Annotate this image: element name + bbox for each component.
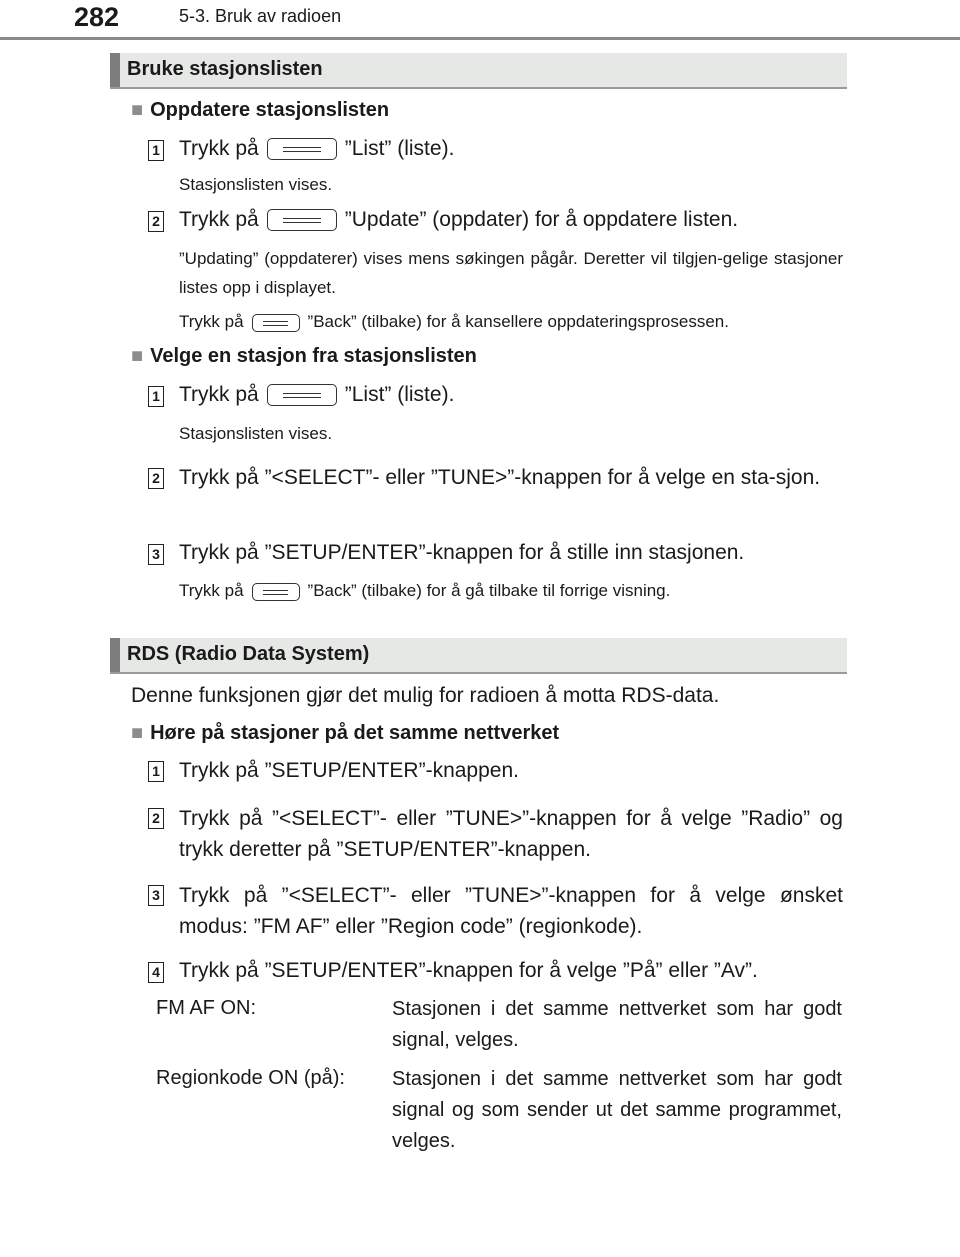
menu-button-icon — [267, 384, 337, 406]
subheading-text: Velge en stasjon fra stasjonslisten — [150, 345, 477, 367]
step-number: 3 — [148, 885, 164, 906]
intro-text: Denne funksjonen gjør det mulig for radioen å motta RDS-data. — [131, 684, 720, 707]
step-number: 4 — [148, 962, 164, 983]
step-text-pre: Trykk på — [179, 137, 259, 160]
step-text: Trykk på ”<SELECT”- eller ”TUNE>”-knappen for å velge ønsket modus: ”FM AF” eller ”Region code” (regionkode). — [179, 884, 843, 938]
menu-button-icon — [252, 583, 300, 601]
note-post: ”Back” (tilbake) for å kansellere oppdateringsprosessen. — [307, 312, 729, 331]
step-note: Stasjonslisten vises. — [179, 175, 333, 194]
step-number: 2 — [148, 211, 164, 232]
step-text-pre: Trykk på — [179, 208, 259, 231]
option-label: Regionkode ON (på): — [156, 1067, 345, 1089]
note-pre: Trykk på — [179, 312, 244, 331]
step-note: ”Updating” (oppdaterer) vises mens søkingen pågår. Deretter vil tilgjen-gelige stasjoner listes opp i displayet. — [179, 249, 843, 297]
subheading-hore — [131, 722, 559, 745]
option-label: FM AF ON: — [156, 997, 256, 1019]
step-number: 1 — [148, 386, 164, 407]
subheading-text: Høre på stasjoner på det samme nettverket — [150, 722, 560, 744]
step-number: 1 — [148, 140, 164, 161]
step-text-pre: Trykk på — [179, 383, 259, 406]
step-text — [179, 137, 454, 161]
menu-button-icon — [267, 209, 337, 231]
step-text-post: ”List” (liste). — [344, 383, 455, 406]
section-heading-rds — [110, 638, 847, 674]
step-text — [179, 383, 454, 407]
step-text — [179, 208, 738, 232]
subheading-text: Oppdatere stasjonslisten — [150, 99, 390, 121]
step-note: Stasjonslisten vises. — [179, 424, 333, 443]
step-number: 3 — [148, 544, 164, 565]
step-text: Trykk på ”SETUP/ENTER”-knappen for å stille inn stasjonen. — [179, 541, 745, 564]
step-text: Trykk på ”SETUP/ENTER”-knappen. — [179, 759, 519, 782]
step-text: Trykk på ”SETUP/ENTER”-knappen for å velge ”På” eller ”Av”. — [179, 959, 758, 982]
step-number: 1 — [148, 761, 164, 782]
page-number: 282 — [74, 2, 120, 32]
header-rule — [0, 37, 960, 40]
note-pre: Trykk på — [179, 581, 244, 600]
option-description: Stasjonen i det samme nettverket som har godt signal og som sender ut det samme programmet, velges. — [392, 1068, 842, 1152]
note-post: ”Back” (tilbake) for å gå tilbake til forrige visning. — [307, 581, 671, 600]
step-text-post: ”Update” (oppdater) for å oppdatere listen. — [344, 208, 739, 231]
bullet-square-icon: ■ — [131, 345, 144, 367]
bullet-square-icon: ■ — [131, 99, 144, 121]
bullet-square-icon: ■ — [131, 722, 144, 744]
section-accent — [110, 638, 120, 672]
menu-button-icon — [267, 138, 337, 160]
step-text-post: ”List” (liste). — [344, 137, 455, 160]
step-number: 2 — [148, 808, 164, 829]
section-heading-stasjonsliste — [110, 53, 847, 89]
step-number: 2 — [148, 468, 164, 489]
section-accent — [110, 53, 120, 87]
step-note — [179, 581, 670, 601]
section-title: Bruke stasjonslisten — [127, 58, 323, 80]
step-note — [179, 312, 729, 332]
subheading-velge — [131, 345, 477, 368]
subheading-oppdatere — [131, 99, 389, 122]
chapter-title: 5-3. Bruk av radioen — [179, 6, 342, 26]
section-title: RDS (Radio Data System) — [127, 643, 370, 665]
menu-button-icon — [252, 314, 300, 332]
option-description: Stasjonen i det samme nettverket som har godt signal, velges. — [392, 998, 842, 1051]
step-text: Trykk på ”<SELECT”- eller ”TUNE>”-knappen for å velge ”Radio” og trykk deretter på ”SETUP/ENTER”-knappen. — [179, 807, 843, 861]
step-text: Trykk på ”<SELECT”- eller ”TUNE>”-knappen for å velge en sta-sjon. — [179, 466, 821, 489]
